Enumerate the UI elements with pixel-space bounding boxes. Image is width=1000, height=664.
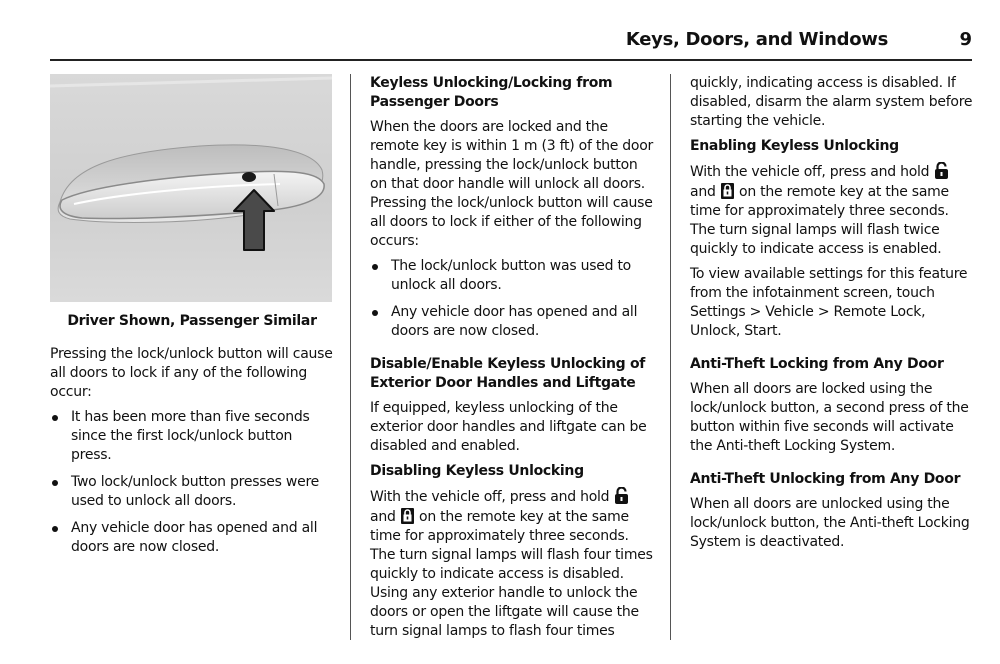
section-heading: Anti-Theft Unlocking from Any Door (690, 471, 961, 487)
text-span: and (370, 509, 396, 525)
lock-conditions-list (50, 408, 334, 557)
column-2 (370, 74, 656, 647)
passenger-lock-conditions-list (370, 257, 656, 341)
paragraph: When all doors are unlocked using the lock/unlock button, the Anti-theft Locking System is deactivated. (690, 496, 970, 550)
column-3 (690, 74, 974, 558)
text-span: on the remote key at the same time for approximately three seconds. The turn signal lamps will flash twice quickly to indicate access is enabled. (690, 184, 949, 257)
enabling-paragraph (690, 162, 974, 259)
section-heading: Keyless Unlocking/Locking from Passenger Doors (370, 75, 613, 110)
header-rule (50, 59, 972, 61)
door-handle-figure (50, 74, 332, 302)
paragraph: When all doors are locked using the lock/unlock button, a second press of the button within five seconds will activate the Anti-theft Locking System. (690, 381, 969, 454)
list-item: Two lock/unlock button presses were used to unlock all doors. (50, 473, 334, 511)
column-divider (670, 74, 671, 640)
column-1 (50, 74, 334, 565)
unlock-icon (934, 162, 949, 179)
list-item: It has been more than five seconds since the first lock/unlock button press. (50, 408, 334, 465)
intro-paragraph: Pressing the lock/unlock button will cause all doors to lock if any of the following occur: (50, 346, 333, 400)
section-heading: Disabling Keyless Unlocking (370, 463, 584, 479)
text-span: With the vehicle off, press and hold (370, 489, 610, 505)
text-span: With the vehicle off, press and hold (690, 164, 930, 180)
paragraph: When the doors are locked and the remote key is within 1 m (3 ft) of the door handle, pressing the lock/unlock button on that door handle will unlock all doors. Pressing the lock/unlock button will cause all doors to lock if either of the following occurs: (370, 119, 654, 249)
section-heading: Enabling Keyless Unlocking (690, 138, 899, 154)
column-divider (350, 74, 351, 640)
section-heading: Anti-Theft Locking from Any Door (690, 356, 944, 372)
text-span: on the remote key at the same time for approximately three seconds. The turn signal lamps will flash four times quickly to indicate access is disabled. Using any exterior handle to unlock the doors or open the liftgate will cause the turn signal lamps to flash four times (370, 509, 653, 639)
door-handle-illustration (50, 74, 332, 302)
paragraph: If equipped, keyless unlocking of the exterior door handles and liftgate can be disabled and enabled. (370, 400, 647, 454)
figure-caption: Driver Shown, Passenger Similar (67, 313, 317, 329)
paragraph: To view available settings for this feature from the infotainment screen, touch Settings > Vehicle > Remote Lock, Unlock, Start. (690, 266, 968, 339)
section-title: Keys, Doors, and Windows (625, 29, 888, 50)
list-item: The lock/unlock button was used to unlock all doors. (370, 257, 656, 295)
page-number: 9 (959, 29, 972, 50)
text-span: and (690, 184, 716, 200)
list-item: Any vehicle door has opened and all doors are now closed. (50, 519, 334, 557)
continued-paragraph: quickly, indicating access is disabled. If disabled, disarm the alarm system before starting the vehicle. (690, 75, 973, 129)
lock-icon (400, 507, 415, 524)
disabling-paragraph (370, 487, 656, 641)
lock-icon (720, 182, 735, 199)
list-item: Any vehicle door has opened and all doors are now closed. (370, 303, 656, 341)
section-heading: Disable/Enable Keyless Unlocking of Exterior Door Handles and Liftgate (370, 356, 646, 391)
unlock-icon (614, 487, 629, 504)
